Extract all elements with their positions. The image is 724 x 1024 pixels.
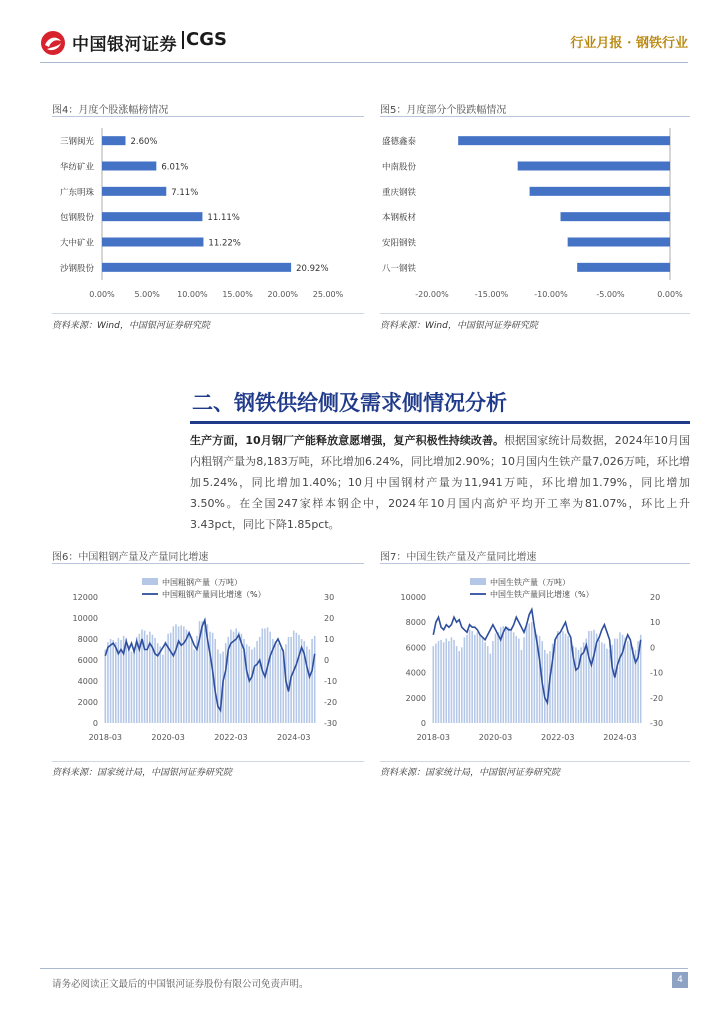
fig7-bar xyxy=(562,631,564,723)
fig4-x-tick: 5.00% xyxy=(134,290,160,299)
fig7-bar xyxy=(604,644,606,723)
fig6-bar xyxy=(107,642,109,723)
fig4-value-label: 6.01% xyxy=(161,162,189,173)
fig6-bar xyxy=(241,634,243,723)
fig6-title-rule xyxy=(52,563,364,564)
fig6-y-right-tick: 30 xyxy=(324,593,335,602)
fig5-chart xyxy=(380,120,690,310)
fig7-y-left-tick: 10000 xyxy=(400,593,426,602)
fig5-title-rule xyxy=(380,116,690,117)
fig7-bar xyxy=(477,632,479,723)
fig7-bar xyxy=(547,654,549,723)
fig7-bar xyxy=(560,634,562,723)
cgs-logo-icon xyxy=(40,30,66,56)
fig4-title: 图4：月度个股涨幅榜情况 xyxy=(52,105,169,116)
fig6-x-tick: 2018-03 xyxy=(88,733,123,742)
fig7-bar xyxy=(474,635,476,723)
fig7-bar xyxy=(453,640,455,723)
fig6-x-tick: 2024-03 xyxy=(277,733,311,742)
fig7-bar xyxy=(593,630,595,723)
fig7-bar xyxy=(443,642,445,723)
fig7-chart xyxy=(380,567,690,757)
fig6-bar xyxy=(165,641,167,723)
fig6-bar xyxy=(267,627,269,723)
fig7-bar xyxy=(554,639,556,723)
fig7-bar xyxy=(479,635,481,723)
fig6-source: 资料来源：国家统计局，中国银河证券研究院 xyxy=(52,768,233,778)
fig6-bar xyxy=(311,639,313,723)
fig7-bar xyxy=(433,646,435,723)
fig7-bar xyxy=(515,636,517,723)
fig7-bar xyxy=(598,640,600,723)
fig7-bar xyxy=(505,627,507,723)
fig7-bar xyxy=(492,641,494,723)
fig6-y-right-tick: -20 xyxy=(324,698,338,707)
fig4-value-label: 7.11% xyxy=(171,187,199,198)
fig4-value-label: 20.92% xyxy=(296,263,329,274)
fig7-y-left-tick: 4000 xyxy=(405,668,426,678)
fig7-bar xyxy=(484,642,486,723)
report-type: 行业月报 · 钢铁行业 xyxy=(570,36,688,51)
fig5-bar xyxy=(568,238,670,247)
fig6-y-left-tick: 4000 xyxy=(77,677,98,686)
fig6-x-tick: 2020-03 xyxy=(151,733,185,742)
fig6-bar xyxy=(233,632,235,723)
fig7-bar xyxy=(445,639,447,723)
fig6-chart xyxy=(52,567,364,757)
fig7-source: 资料来源：国家统计局，中国银河证券研究院 xyxy=(380,768,561,778)
fig7-bar xyxy=(526,623,528,723)
fig7-y-right-tick: -30 xyxy=(650,719,664,728)
fig7-x-tick: 2024-03 xyxy=(603,733,637,742)
fig7-y-right-tick: 20 xyxy=(650,593,661,602)
fig6-bar xyxy=(204,619,206,723)
fig7-bar xyxy=(565,634,567,723)
fig6-legend-line-label: 中国粗钢产量同比增速（%） xyxy=(162,590,266,599)
fig7-bar xyxy=(435,644,437,723)
fig7-bar xyxy=(513,632,515,723)
fig7-bar xyxy=(567,636,569,723)
fig7-bar xyxy=(609,650,611,723)
fig6-bar xyxy=(225,643,227,723)
fig4-x-tick: 10.00% xyxy=(177,290,208,299)
fig7-legend-bar-swatch xyxy=(470,578,486,585)
fig6-bar xyxy=(191,637,193,723)
fig6-y-right-tick: 20 xyxy=(324,614,335,623)
fig6-bar xyxy=(194,650,196,724)
fig6-bar xyxy=(105,650,107,724)
fig6-legend-bar-swatch xyxy=(142,578,158,585)
header-rule xyxy=(40,62,688,63)
section-paragraph xyxy=(190,430,690,535)
fig4-x-tick: 0.00% xyxy=(89,290,115,299)
fig4-category-label: 广东明珠 xyxy=(59,187,94,198)
fig4-bar xyxy=(102,263,291,272)
fig5-x-tick: -10.00% xyxy=(534,290,568,299)
fig6-bar xyxy=(306,646,308,723)
fig7-bar xyxy=(440,640,442,723)
fig7-bar xyxy=(606,649,608,723)
fig6-y-right-tick: 10 xyxy=(324,635,335,644)
fig7-y-right-tick: -10 xyxy=(650,668,664,678)
fig6-bar xyxy=(269,632,271,723)
fig5-category-label: 中南股份 xyxy=(382,162,417,173)
fig7-bar xyxy=(617,639,619,723)
fig6-bar xyxy=(262,629,264,724)
fig7-y-left-tick: 2000 xyxy=(405,693,426,703)
fig7-bar xyxy=(464,637,466,723)
fig5-category-label: 盛德鑫泰 xyxy=(382,137,417,148)
fig7-y-right-tick: 10 xyxy=(650,618,661,628)
fig6-bar xyxy=(186,630,188,723)
fig7-x-tick: 2020-03 xyxy=(478,733,513,742)
fig6-bar xyxy=(217,650,219,724)
fig7-bar xyxy=(497,632,499,723)
fig7-legend-line-label: 中国生铁产量同比增速（%） xyxy=(490,590,594,599)
fig7-legend-bar-label: 中国生铁产量（万吨） xyxy=(490,578,570,587)
fig6-bar xyxy=(288,637,290,723)
fig6-bar xyxy=(275,641,277,723)
fig4-bar xyxy=(102,238,203,247)
fig7-bar xyxy=(456,646,458,723)
fig7-bar xyxy=(570,640,572,723)
fig7-bar xyxy=(518,639,520,723)
fig6-bar xyxy=(298,635,300,723)
fig6-source-rule xyxy=(52,761,364,762)
fig7-bar xyxy=(438,641,440,723)
fig4-x-tick: 25.00% xyxy=(312,290,344,299)
fig6-bar xyxy=(246,644,248,723)
fig6-x-tick: 2022-03 xyxy=(214,733,248,742)
fig7-bar xyxy=(503,626,505,723)
fig7-y-left-tick: 0 xyxy=(420,719,426,728)
fig7-bar xyxy=(448,641,450,723)
fig6-bar xyxy=(162,655,164,723)
fig7-bar xyxy=(471,631,473,723)
fig6-bar xyxy=(259,637,261,723)
paragraph-body: 根据国家统计局数据，2024年10月国内粗钢产量为8,183万吨，环比增加6.24%，同比增加2.90%；10月国内生铁产量7,026万吨，环比增加5.24%，同比增加1.40%；10月中国钢材产量为11,941万吨，环比增加1.79%，同比增加3.50%。在全国247家样本钢企中，2024年10月国内高炉平均开工率为81.07%，环比上升3.43pct，同比下降1.85pct。 xyxy=(190,434,690,531)
fig6-y-left-tick: 2000 xyxy=(77,698,98,707)
fig4-bar xyxy=(102,136,126,145)
fig5-category-label: 本钢板材 xyxy=(382,213,417,224)
fig7-bar xyxy=(495,634,497,723)
fig5-x-tick: -20.00% xyxy=(415,290,449,299)
fig7-bar xyxy=(458,651,460,723)
fig4-x-tick: 20.00% xyxy=(267,290,299,299)
fig7-bar xyxy=(482,637,484,723)
fig6-y-right-tick: 0 xyxy=(324,656,330,665)
fig7-y-left-tick: 8000 xyxy=(405,618,426,628)
fig6-bar xyxy=(110,639,112,723)
fig5-category-label: 重庆钢铁 xyxy=(382,187,417,198)
fig7-bar xyxy=(630,644,632,723)
fig5-x-tick: -15.00% xyxy=(474,290,509,299)
fig6-y-left-tick: 6000 xyxy=(77,656,98,665)
fig7-source-rule xyxy=(380,761,690,762)
fig7-bar xyxy=(528,623,530,723)
fig6-bar xyxy=(314,636,316,723)
fig7-bar xyxy=(461,647,463,723)
fig7-bar xyxy=(619,632,621,723)
fig6-legend-bar-label: 中国粗钢产量（万吨） xyxy=(162,578,242,587)
fig4-bar xyxy=(102,162,156,171)
fig7-title: 图7：中国生铁产量及产量同比增速 xyxy=(380,552,537,563)
fig7-bar xyxy=(632,647,634,723)
paragraph-lead: 生产方面，10月钢厂产能释放意愿增强，复产积极性持续改善。 xyxy=(190,434,505,447)
fig6-bar xyxy=(120,640,122,723)
section-rule xyxy=(190,421,690,424)
fig7-bar xyxy=(469,630,471,723)
fig7-bar xyxy=(466,635,468,723)
fig6-bar xyxy=(248,646,250,723)
fig4-value-label: 11.11% xyxy=(207,213,240,224)
fig4-category-label: 华纺矿业 xyxy=(59,162,94,173)
fig7-bar xyxy=(575,647,577,723)
fig6-bar xyxy=(280,648,282,723)
fig5-x-tick: -5.00% xyxy=(596,290,625,299)
fig5-bar xyxy=(577,263,670,272)
fig7-bar xyxy=(591,631,593,723)
fig7-bar xyxy=(578,650,580,723)
page-number: 4 xyxy=(672,972,688,988)
section-title: 二、钢铁供给侧及需求侧情况分析 xyxy=(192,390,507,415)
fig7-bar xyxy=(487,646,489,723)
fig4-chart xyxy=(52,120,364,310)
fig5-category-label: 安阳钢铁 xyxy=(382,238,417,249)
fig6-bar xyxy=(170,633,172,723)
fig6-bar xyxy=(209,632,211,723)
footer-disclaimer: 请务必阅读正文最后的中国银河证券股份有限公司免责声明。 xyxy=(52,979,309,990)
fig7-bar xyxy=(531,622,533,723)
fig7-bar xyxy=(500,627,502,723)
fig6-bar xyxy=(296,633,298,723)
fig6-bar xyxy=(133,647,135,723)
fig7-bar xyxy=(508,627,510,723)
fig6-bar xyxy=(251,650,253,724)
fig6-bar xyxy=(238,632,240,723)
fig4-category-label: 大中矿业 xyxy=(59,238,94,249)
fig7-bar xyxy=(539,636,541,723)
fig4-category-label: 沙钢股份 xyxy=(59,263,94,274)
fig6-title: 图6：中国粗钢产量及产量同比增速 xyxy=(52,552,209,563)
fig4-category-label: 包钢股份 xyxy=(59,213,94,224)
fig7-y-right-tick: 0 xyxy=(650,643,656,653)
fig7-bar xyxy=(624,637,626,723)
fig6-bar xyxy=(235,629,237,724)
fig6-y-right-tick: -10 xyxy=(324,677,338,686)
fig6-y-left-tick: 0 xyxy=(92,719,98,728)
fig6-y-right-tick: -30 xyxy=(324,719,338,728)
fig4-value-label: 2.60% xyxy=(130,137,158,148)
fig6-bar xyxy=(159,646,161,723)
fig5-bar xyxy=(458,136,670,145)
fig6-bar xyxy=(115,642,117,723)
fig5-source: 资料来源：Wind，中国银河证券研究院 xyxy=(380,321,538,331)
fig5-title: 图5：月度部分个股跌幅情况 xyxy=(380,105,507,116)
fig4-bar xyxy=(102,187,166,196)
fig4-title-rule xyxy=(52,116,364,117)
fig6-bar xyxy=(201,621,203,723)
fig7-bar xyxy=(627,641,629,723)
fig7-title-rule xyxy=(380,563,690,564)
fig7-x-tick: 2018-03 xyxy=(416,733,451,742)
fig7-x-tick: 2022-03 xyxy=(541,733,575,742)
fig4-x-tick: 15.00% xyxy=(222,290,253,299)
fig7-bar xyxy=(534,627,536,723)
fig7-bar xyxy=(583,642,585,723)
fig7-bar xyxy=(544,650,546,723)
fig4-value-label: 11.22% xyxy=(208,238,241,249)
fig6-y-left-tick: 8000 xyxy=(77,635,98,644)
fig5-bar xyxy=(561,212,670,221)
fig4-source: 资料来源：Wind，中国银河证券研究院 xyxy=(52,321,210,331)
fig5-bar xyxy=(518,162,670,171)
fig7-bar xyxy=(521,650,523,723)
fig7-bar xyxy=(588,631,590,723)
fig5-category-label: 八一钢铁 xyxy=(382,263,417,274)
fig7-y-right-tick: -20 xyxy=(650,693,664,703)
fig6-y-left-tick: 12000 xyxy=(72,593,98,602)
fig6-bar xyxy=(175,624,177,723)
fig7-bar xyxy=(510,629,512,724)
fig7-bar xyxy=(557,631,559,723)
fig5-x-tick: 0.00% xyxy=(657,290,683,299)
fig6-bar xyxy=(136,637,138,723)
fig6-bar xyxy=(180,625,182,723)
fig6-bar xyxy=(173,626,175,723)
fig6-bar xyxy=(309,650,311,724)
fig6-y-left-tick: 10000 xyxy=(72,614,98,623)
fig6-bar xyxy=(125,638,127,723)
fig6-bar xyxy=(131,652,133,723)
brand-name-en: CGS xyxy=(186,29,227,50)
fig7-bar xyxy=(601,642,603,723)
fig6-bar xyxy=(256,641,258,723)
fig4-source-rule xyxy=(52,313,364,314)
fig6-bar xyxy=(112,640,114,723)
fig4-category-label: 三钢闽光 xyxy=(59,137,94,148)
fig6-bar xyxy=(254,647,256,723)
brand-separator xyxy=(182,31,184,49)
fig6-bar xyxy=(277,643,279,723)
fig6-bar xyxy=(293,631,295,723)
fig5-source-rule xyxy=(380,313,690,314)
fig7-bar xyxy=(614,639,616,723)
fig7-y-left-tick: 6000 xyxy=(405,643,426,653)
fig4-bar xyxy=(102,212,202,221)
fig7-bar xyxy=(490,654,492,723)
fig6-bar xyxy=(128,645,130,723)
fig6-bar xyxy=(188,634,190,723)
brand-name: 中国银河证券 xyxy=(72,35,177,55)
fig7-bar xyxy=(523,637,525,723)
fig5-bar xyxy=(530,187,670,196)
fig7-bar xyxy=(451,637,453,723)
footer-rule xyxy=(40,968,688,969)
